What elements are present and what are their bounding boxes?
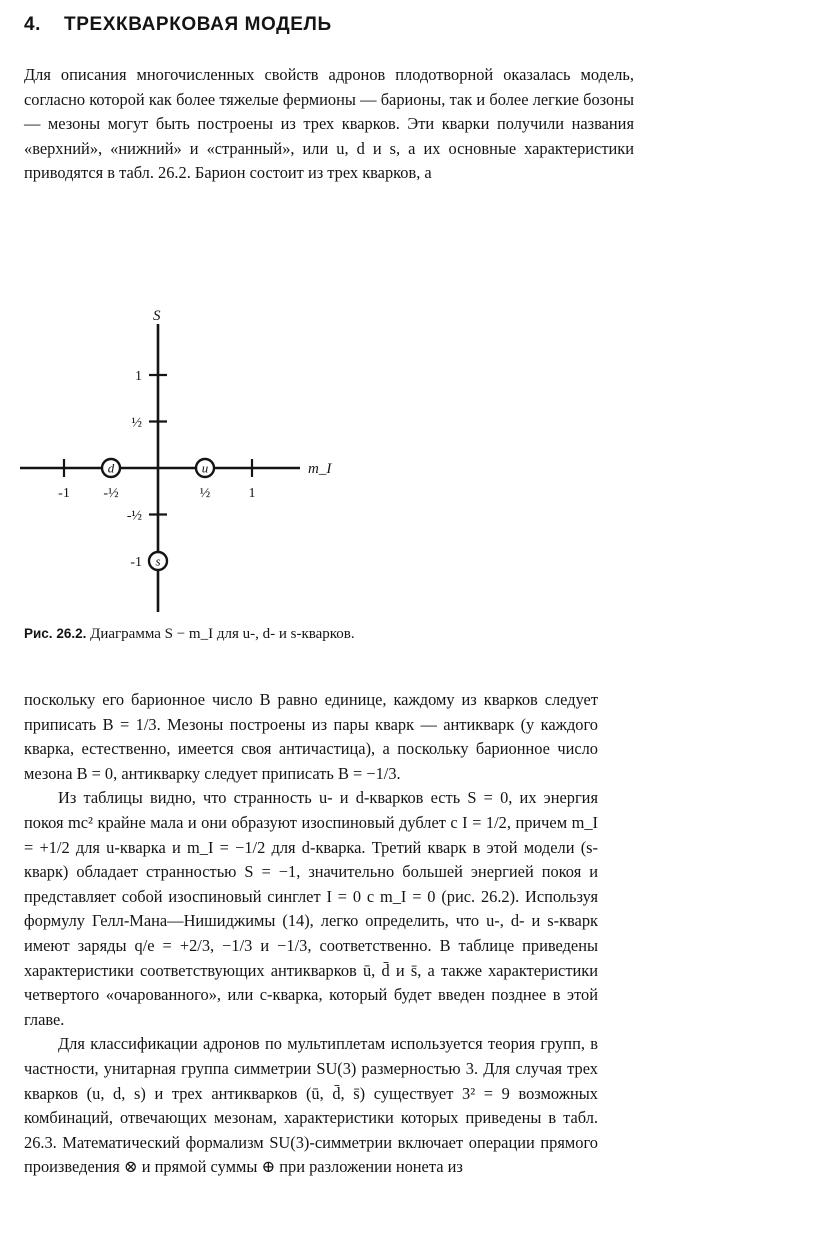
caption-label: Рис. 26.2.: [24, 626, 87, 641]
quark-label: d: [107, 460, 115, 476]
y-tick-label: -½: [126, 508, 142, 524]
x-tick-label: -1: [58, 486, 70, 501]
x-axis-label: m_I: [308, 461, 332, 477]
s-mi-diagram: [16, 300, 356, 620]
x-tick-label: -½: [103, 486, 119, 501]
y-tick-label: 1: [135, 369, 142, 384]
intro-paragraph: Для описания многочисленных свойств адронов плодотворной оказалась модель, согласно которой как более тяжелые фермионы — барионы, так и более легкие бозоны — мезоны могут быть построены из трех кварков. Эти кварки получили названия «верхний», «нижний» и «странный», или u, d и s, а их основные характеристики приводятся в табл. 26.2. Барион состоит из трех кварков, а: [24, 65, 634, 183]
figure-caption: [24, 626, 664, 643]
x-tick-label: 1: [248, 486, 256, 501]
section-heading: [24, 14, 664, 36]
s-mi-diagram-figure: [16, 300, 356, 620]
baryon-paragraph: поскольку его барионное число B равно единице, каждому из кварков следует приписать B = 1/3. Мезоны построены из пары кварк — антикварк (у каждого кварка, естественно, имеется своя античастица), а поскольку барионное число мезона B = 0, антикварку следует приписать B = −1/3.: [24, 690, 598, 783]
section-title: ТРЕХКВАРКОВАЯ МОДЕЛЬ: [64, 14, 332, 35]
y-tick-label: ½: [131, 415, 142, 431]
y-axis-label: S: [153, 308, 161, 324]
quark-label: s: [155, 553, 161, 569]
y-tick-label: -1: [130, 555, 142, 570]
quark-label: u: [201, 460, 209, 476]
x-tick-label: ½: [199, 486, 211, 501]
section-number: 4.: [24, 14, 42, 35]
table-paragraph: Из таблицы видно, что странность u- и d-кварков есть S = 0, их энергия покоя mc² крайне мала и они образуют изоспиновый дублет с I = 1/2, причем m_I = +1/2 для u-кварка и m_I = −1/2 для d-кварка. Третий кварк в этой модели (s-кварк) обладает странностью S = −1, значительно большей энергией покоя и представляет собой изоспиновый синглет I = 0 с m_I = 0 (рис. 26.2). Используя формулу Гелл-Мана—Нишиджимы (14), легко определить, что u-, d- и s-кварк имеют заряды q/e = +2/3, −1/3 и −1/3, соответственно. В таблице приведены характеристики соответствующих антикварков ū, d̄ и s̄, а также характеристики четвертого «очарованного», или c-кварка, который будет введен позднее в этой главе.: [24, 788, 598, 1029]
caption-text: Диаграмма S − m_I для u-, d- и s-кварков.: [90, 626, 355, 642]
groups-paragraph: Для классификации адронов по мультиплетам используется теория групп, в частности, унитарная группа симметрии SU(3) размерностью 3. Для случая трех кварков (u, d, s) и трех антикварков (ū, d̄, s̄) существует 3² = 9 возможных комбинаций, отвечающих мезонам, характеристики которых приведены в табл. 26.3. Математический формализм SU(3)-симметрии включает операции прямого произведения ⊗ и прямой суммы ⊕ при разложении нонета из: [24, 1034, 598, 1177]
main-text: [24, 688, 598, 1180]
